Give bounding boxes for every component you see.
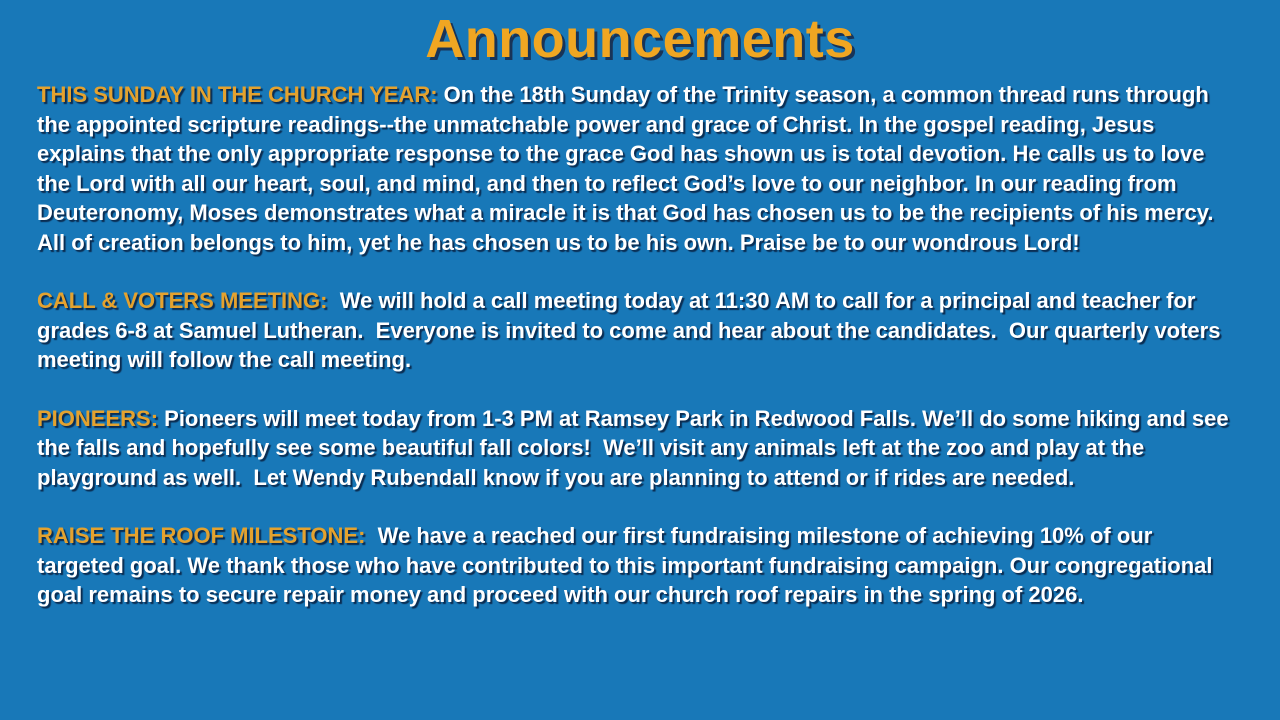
section-text: Pioneers will meet today from 1-3 PM at Ramsey Park in Redwood Falls. We’ll do some hiking and see the falls and hopefully see some beautiful fall colors! We’ll visit any animals left at the zoo and play at the playground as well. Let Wendy Rubendall know if you are planning to attend or if rides are needed. xyxy=(37,405,1235,490)
section-header: CALL & VOTERS MEETING: xyxy=(37,288,328,313)
section-header: RAISE THE ROOF MILESTONE: xyxy=(37,523,366,548)
section-raise-the-roof xyxy=(37,521,1243,610)
section-pioneers xyxy=(37,404,1243,493)
section-header: THIS SUNDAY IN THE CHURCH YEAR: xyxy=(37,82,438,107)
section-header: PIONEERS: xyxy=(37,405,159,431)
section-text: On the 18th Sunday of the Trinity season, a common thread runs through the appointed scripture readings--the unmatchable power and grace of Christ. In the gospel reading, Jesus explains that the only appropriate response to the grace God has shown us is total devotion. He calls us to love the Lord with all our heart, soul, and mind, and then to reflect God’s love to our neighbor. In our reading from Deuteronomy, Moses demonstrates what a miracle it is that God has chosen us to be the recipients of his mercy. All of creation belongs to him, yet he has chosen us to be his own. Praise be to our wondrous Lord! xyxy=(37,82,1219,255)
slide-body xyxy=(0,70,1280,610)
section-text: We will hold a call meeting today at 11:30 AM to call for a principal and teacher for grades 6-8 at Samuel Lutheran. Everyone is invited to come and hear about the candidates. Our quarterly voters meeting will follow the call meeting. xyxy=(37,288,1227,372)
section-church-year xyxy=(37,80,1243,257)
page-title: Announcements xyxy=(425,9,855,69)
section-call-voters-meeting xyxy=(37,286,1243,375)
section-text: We have a reached our first fundraising milestone of achieving 10% of our targeted goal. We thank those who have contributed to this important fundraising campaign. Our congregational goal remains to secure repair money and proceed with our church roof repairs in the spring of 2026. xyxy=(37,523,1219,607)
